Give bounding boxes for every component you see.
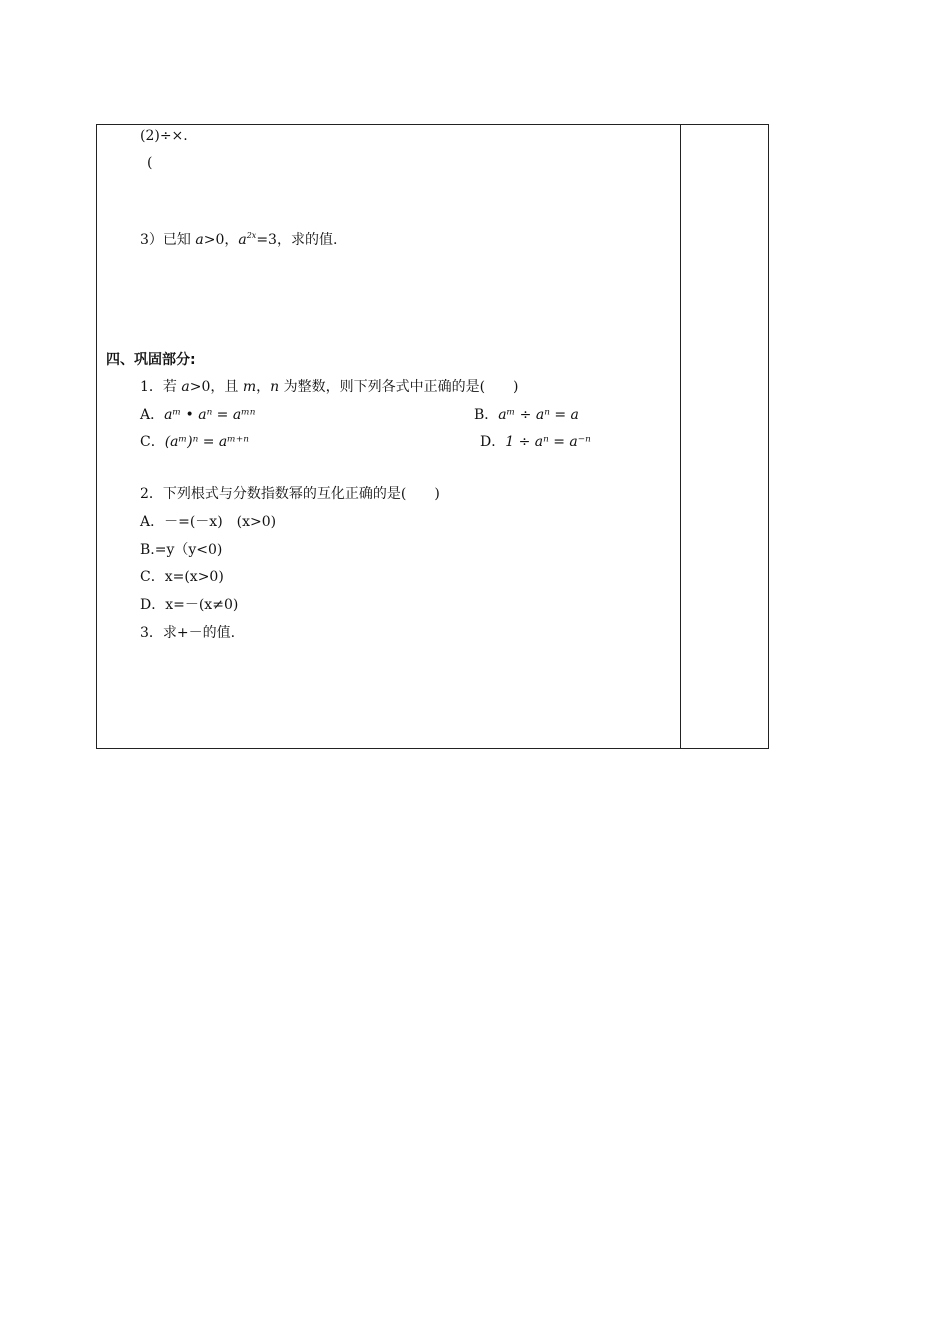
q1-option-c bbox=[140, 433, 249, 451]
q1-var-a: a bbox=[181, 379, 190, 395]
open-paren-line: ( bbox=[147, 155, 153, 171]
q2-option-a: A．－=(－x) (x>0) bbox=[140, 514, 277, 530]
problem-2-line: (2)÷×. bbox=[140, 128, 188, 144]
q1-comma: ， bbox=[256, 379, 271, 395]
q1-option-d-expr: 1 ÷ aⁿ = a⁻ⁿ bbox=[505, 434, 591, 450]
q1-option-d-label: D． bbox=[480, 434, 506, 450]
q1-option-b-label: B． bbox=[474, 407, 499, 423]
q1-option-a bbox=[140, 406, 255, 424]
content-table bbox=[96, 124, 769, 749]
question-2-stem: 2．下列根式与分数指数幂的互化正确的是( ) bbox=[140, 486, 440, 502]
q1-option-a-label: A． bbox=[140, 407, 165, 423]
var-a2: a bbox=[238, 232, 247, 248]
q1-var-n: n bbox=[270, 379, 280, 395]
q1-var-m: m bbox=[242, 379, 257, 395]
q1-option-b-expr: aᵐ ÷ aⁿ = a bbox=[498, 407, 579, 423]
problem-3-prefix: 3）已知 bbox=[140, 232, 196, 248]
q1-option-d bbox=[480, 433, 591, 451]
q2-option-d: D．x=－(x≠0) bbox=[140, 597, 239, 613]
problem-3-line bbox=[140, 231, 337, 249]
question-3-stem: 3．求+－的值. bbox=[140, 625, 236, 641]
column-divider bbox=[680, 125, 681, 748]
q1-option-b bbox=[474, 406, 579, 424]
question-1-stem bbox=[140, 378, 519, 396]
q2-option-b: B.=y（y<0) bbox=[140, 542, 223, 558]
q1-option-c-label: C． bbox=[140, 434, 165, 450]
section-4-heading: 四、巩固部分: bbox=[106, 352, 196, 368]
q2-option-c: C．x=(x>0) bbox=[140, 569, 224, 585]
q1-prefix: 1．若 bbox=[140, 379, 182, 395]
var-a: a bbox=[195, 232, 204, 248]
q1-option-a-expr: aᵐ • aⁿ = aᵐⁿ bbox=[164, 407, 256, 423]
q1-suffix: 为整数，则下列各式中正确的是( ) bbox=[279, 379, 519, 395]
q1-option-c-expr: (aᵐ)ⁿ = aᵐ⁺ⁿ bbox=[164, 434, 249, 450]
problem-3-suffix: =3，求的值. bbox=[256, 232, 338, 248]
q1-cond: >0，且 bbox=[189, 379, 243, 395]
exponent-2x: 2x bbox=[246, 231, 257, 240]
problem-3-cond: >0， bbox=[203, 232, 239, 248]
